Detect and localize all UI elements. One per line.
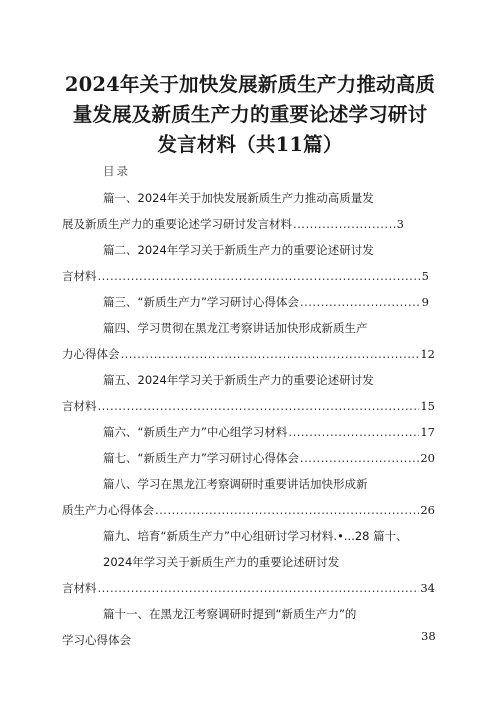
toc-entry-2-text: 言材料 (62, 269, 97, 283)
toc-entry-6-text: 篇六、“新质生产力”中心组学习材料 (103, 425, 288, 439)
toc-entry-4-line-2[interactable] (62, 346, 435, 362)
toc-entry-8-text: 质生产力心得体会 (62, 503, 154, 517)
toc-entry-7-text: 篇七、“新质生产力”学习研讨心得体会 (103, 451, 299, 465)
leader-dots (121, 346, 420, 362)
toc-entry-5-line-1[interactable]: 篇五、2024年学习关于新质生产力的重要论述研讨发 (103, 373, 374, 387)
title-line-3: 发言材料（共11篇） (157, 133, 343, 156)
toc-entry-2-line-2[interactable] (62, 268, 429, 284)
toc-entry-5-page: 15 (420, 399, 435, 413)
title-line-2: 量发展及新质生产力的重要论述学习研讨 (72, 103, 428, 126)
toc-entry-7[interactable] (103, 450, 435, 466)
toc-entry-3-page: 9 (421, 295, 429, 309)
toc-entry-8-line-2[interactable] (62, 502, 435, 518)
toc-entry-10-page: 34 (420, 581, 435, 595)
toc-entry-11-page: 38 (421, 629, 436, 643)
toc-entry-4-line-1[interactable]: 篇四、学习贯彻在黑龙江考察讲话加快形成新质生产 (103, 321, 368, 335)
toc-entry-4-page: 12 (420, 347, 435, 361)
toc-entry-6-page: 17 (420, 425, 435, 439)
toc-entry-6[interactable] (103, 424, 435, 440)
leader-dots (98, 398, 420, 414)
toc-entry-8-line-1[interactable]: 篇八、学习在黑龙江考察调研时重要讲话加快形成新 (103, 477, 368, 491)
toc-entry-3[interactable] (103, 294, 429, 310)
toc-label: 目录 (103, 164, 130, 178)
toc-entry-1-line-2[interactable] (62, 216, 404, 232)
toc-entry-3-text: 篇三、“新质生产力”学习研讨心得体会 (103, 295, 299, 309)
toc-entry-1-page: 3 (396, 217, 404, 231)
toc-entry-10-text: 言材料 (62, 581, 97, 595)
leader-dots (300, 450, 419, 466)
toc-entry-5-line-2[interactable] (62, 398, 435, 414)
leader-dots (155, 502, 419, 518)
toc-entry-8-page: 26 (420, 503, 435, 517)
toc-entry-9-line-1[interactable]: 篇九、培育“新质生产力”中心组研讨学习材料.•...28 篇十、 (103, 529, 408, 543)
toc-entry-1-text: 展及新质生产力的重要论述学习研讨发言材料 (62, 217, 292, 231)
toc-entry-11-line-1[interactable]: 篇十一、在黑龙江考察调研时提到“新质生产力”的 (103, 607, 357, 621)
leader-dots (288, 424, 419, 440)
leader-dots (98, 580, 420, 596)
leader-dots (293, 216, 396, 232)
toc-entry-7-page: 20 (420, 451, 435, 465)
toc-entry-2-page: 5 (421, 269, 429, 283)
toc-entry-2-line-1[interactable]: 篇二、2024年学习关于新质生产力的重要论述研讨发 (103, 243, 374, 257)
title-line-1: 2024年关于加快发展新质生产力推动高质 (64, 73, 436, 96)
leader-dots (98, 268, 421, 284)
toc-entry-11-line-2[interactable]: 学习心得体会 (62, 633, 131, 647)
toc-entry-10-line-1[interactable]: 2024年学习关于新质生产力的重要论述研讨发 (103, 555, 340, 569)
toc-entry-5-text: 言材料 (62, 399, 97, 413)
toc-entry-10-line-2[interactable] (62, 580, 435, 596)
leader-dots (300, 294, 421, 310)
toc-entry-1-line-1[interactable]: 篇一、2024年关于加快发展新质生产力推动高质量发 (103, 191, 374, 205)
toc-entry-4-text: 力心得体会 (62, 347, 120, 361)
